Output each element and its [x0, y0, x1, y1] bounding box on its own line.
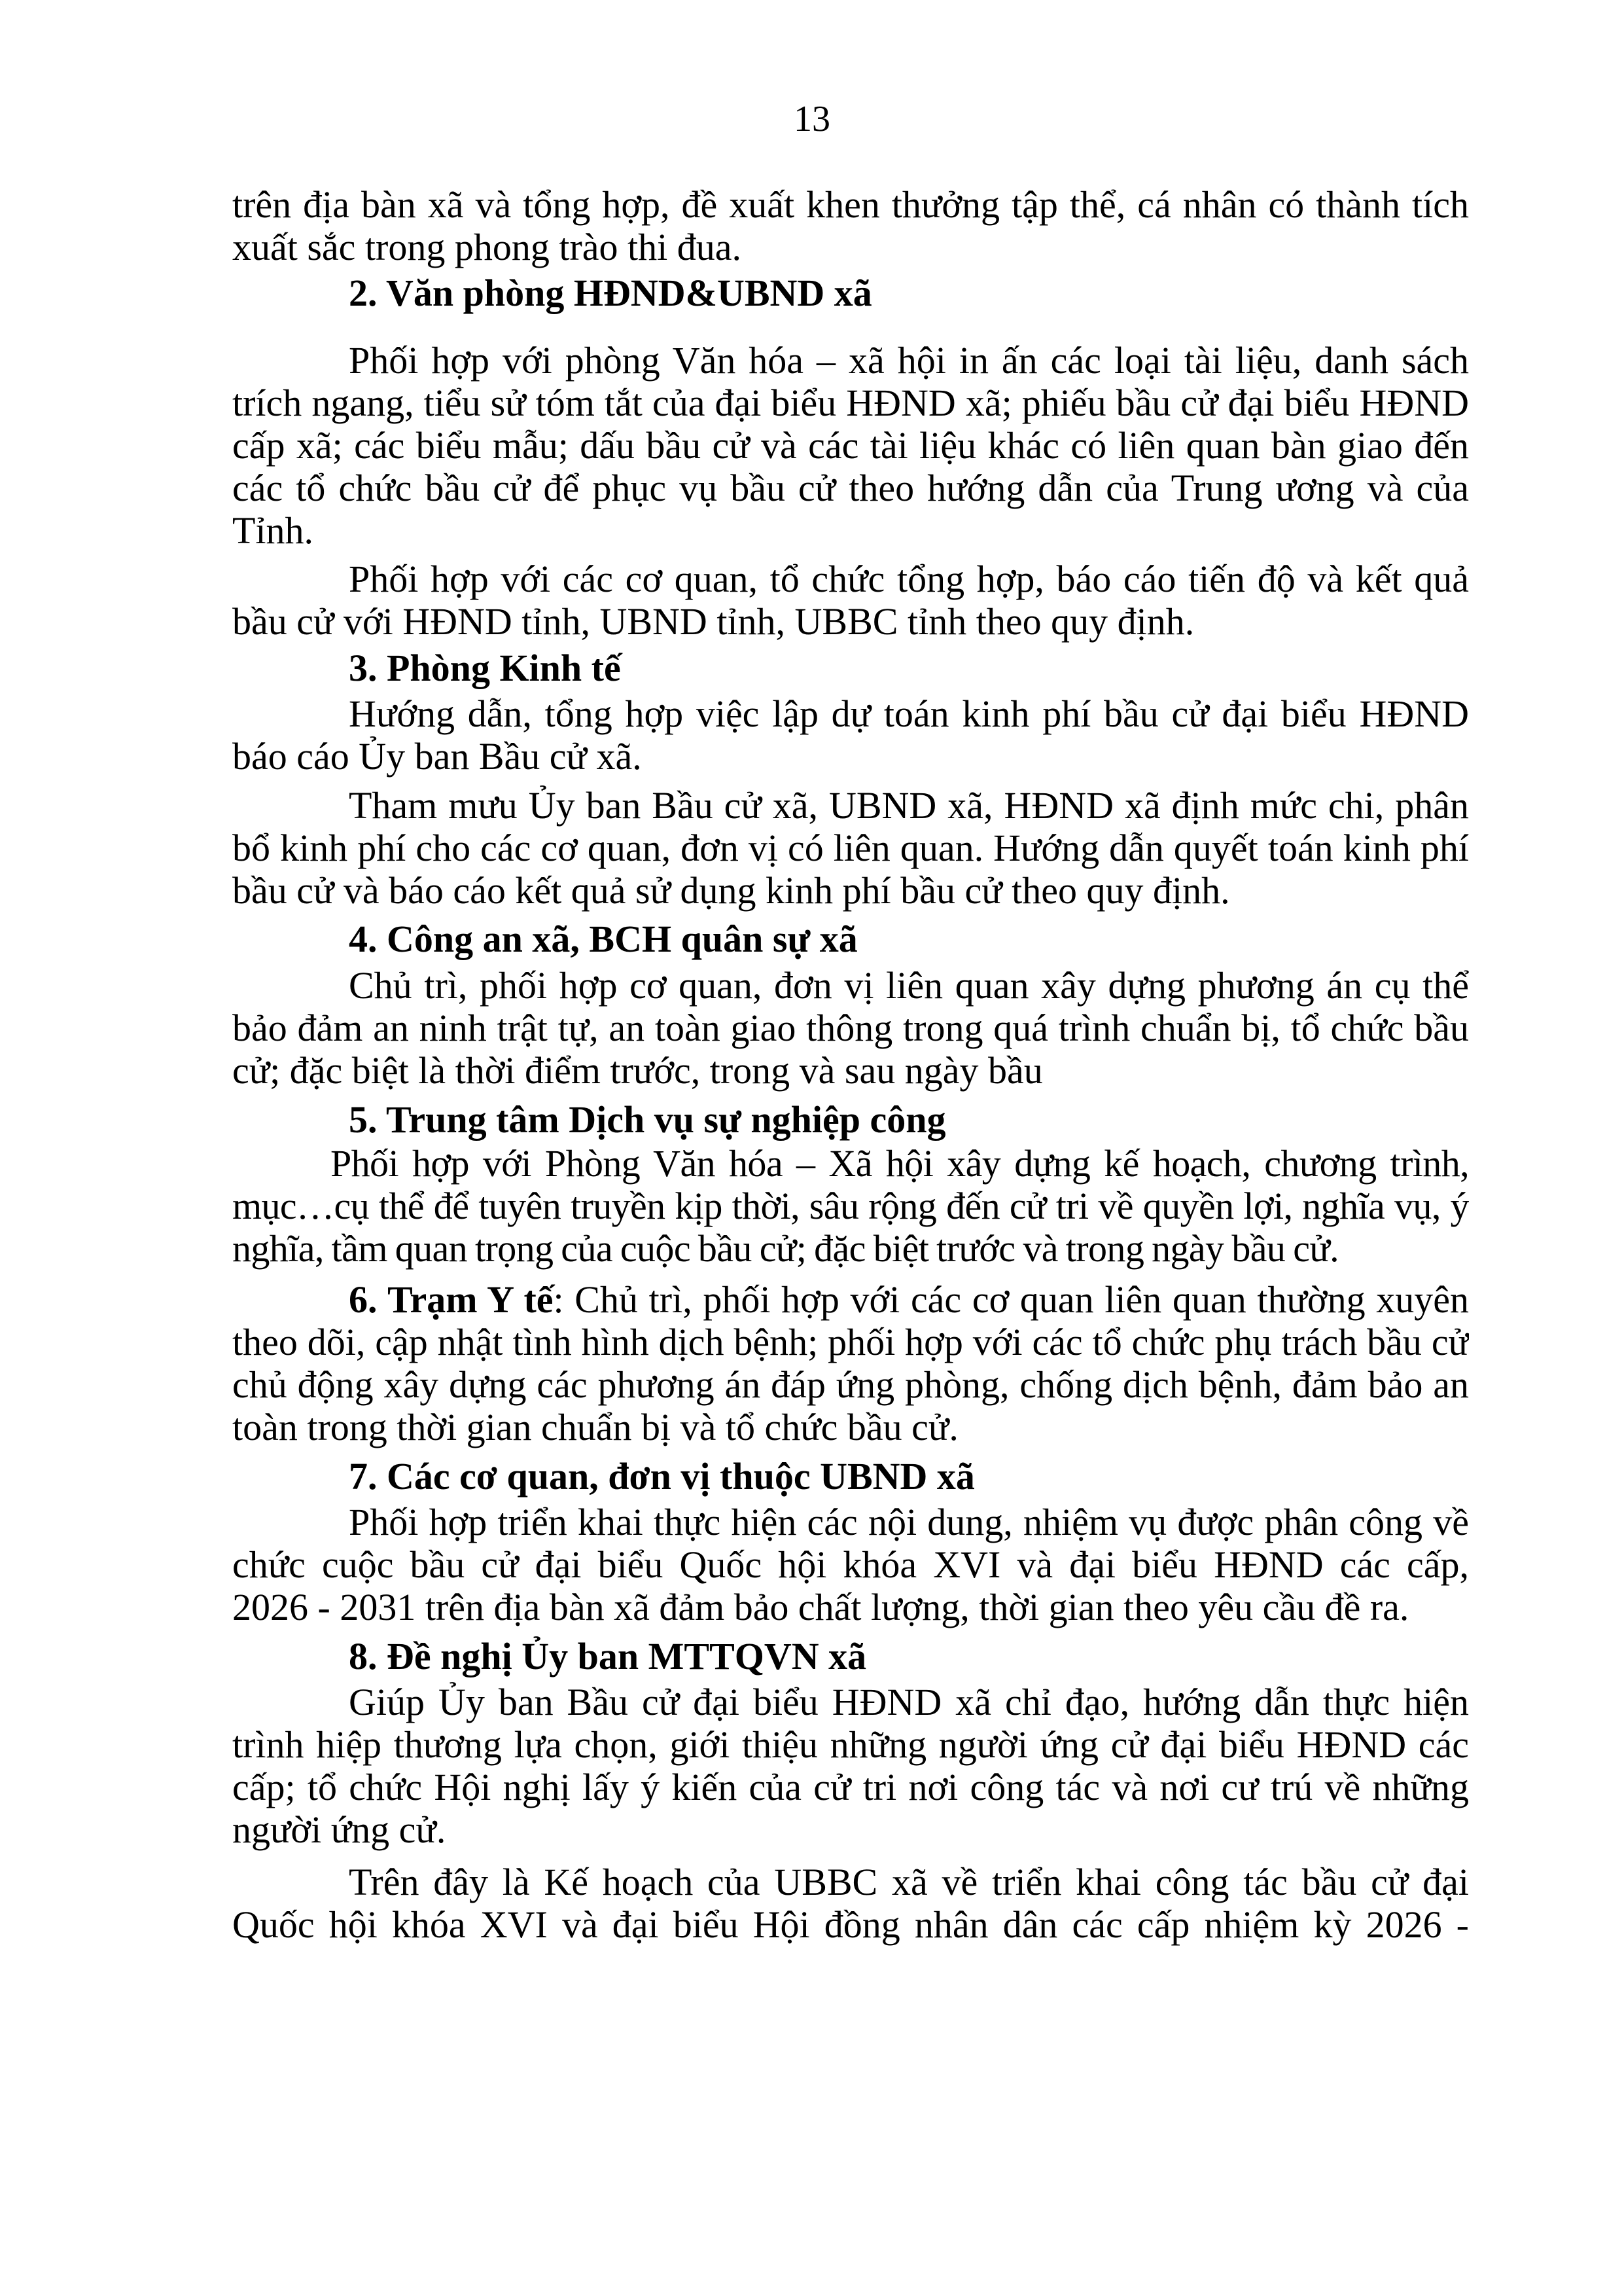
page-number: 13 [794, 99, 830, 139]
body-line: bầu cử với HĐND tỉnh, UBND tỉnh, UBBC tỉnh theo quy định. [232, 600, 1195, 643]
body-line: các tổ chức bầu cử để phục vụ bầu cử theo hướng dẫn của Trung ương và của [232, 467, 1469, 509]
body-line: trên địa bàn xã và tổng hợp, đề xuất khen thưởng tập thể, cá nhân có thành tích [232, 183, 1469, 226]
body-line: Phối hợp với phòng Văn hóa – xã hội in ấn các loại tài liệu, danh sách [349, 339, 1469, 382]
body-line: chủ động xây dựng các phương án đáp ứng phòng, chống dịch bệnh, đảm bảo an [232, 1363, 1469, 1406]
closing-line: Quốc hội khóa XVI và đại biểu Hội đồng nhân dân các cấp nhiệm kỳ 2026 - [232, 1903, 1469, 1946]
body-line: Phối hợp với các cơ quan, tổ chức tổng hợp, báo cáo tiến độ và kết quả [349, 558, 1469, 600]
section-heading-2: 2. Văn phòng HĐND&UBND xã [349, 272, 872, 314]
body-line: theo dõi, cập nhật tình hình dịch bệnh; phối hợp với các tổ chức phụ trách bầu cử [232, 1321, 1469, 1363]
body-text: : Chủ trì, phối hợp với các cơ quan liên quan thường xuyên [553, 1278, 1469, 1321]
section-heading-8: 8. Đề nghị Ủy ban MTTQVN xã [349, 1635, 867, 1677]
body-line: Phối hợp với Phòng Văn hóa – Xã hội xây dựng kế hoạch, chương trình, [330, 1142, 1469, 1185]
body-line: toàn trong thời gian chuẩn bị và tổ chức bầu cử. [232, 1406, 959, 1448]
body-line: báo cáo Ủy ban Bầu cử xã. [232, 735, 642, 778]
body-line: xuất sắc trong phong trào thi đua. [232, 226, 741, 268]
body-line: cấp; tổ chức Hội nghị lấy ý kiến của cử tri nơi công tác và nơi cư trú về những [232, 1766, 1469, 1808]
body-line: Phối hợp triển khai thực hiện các nội dung, nhiệm vụ được phân công về [349, 1501, 1469, 1543]
body-line: cấp xã; các biểu mẫu; dấu bầu cử và các tài liệu khác có liên quan bàn giao đến [232, 424, 1469, 467]
body-line: trích ngang, tiểu sử tóm tắt của đại biểu HĐND xã; phiếu bầu cử đại biểu HĐND [232, 382, 1469, 424]
body-line: Hướng dẫn, tổng hợp việc lập dự toán kinh phí bầu cử đại biểu HĐND [349, 692, 1469, 735]
section-heading-6: 6. Trạm Y tế [349, 1278, 554, 1321]
section-heading-4: 4. Công an xã, BCH quân sự xã [349, 918, 858, 960]
section-heading-3: 3. Phòng Kinh tế [349, 647, 621, 689]
body-line: cử; đặc biệt là thời điểm trước, trong và sau ngày bầu [232, 1049, 1043, 1092]
body-line: bổ kinh phí cho các cơ quan, đơn vị có liên quan. Hướng dẫn quyết toán kinh phí [232, 827, 1469, 869]
body-line: Giúp Ủy ban Bầu cử đại biểu HĐND xã chỉ đạo, hướng dẫn thực hiện [349, 1681, 1469, 1723]
body-line: chức cuộc bầu cử đại biểu Quốc hội khóa XVI và đại biểu HĐND các cấp, [232, 1543, 1469, 1586]
closing-line: Trên đây là Kế hoạch của UBBC xã về triển khai công tác bầu cử đại [349, 1861, 1469, 1903]
section-6-first-line [349, 1278, 1469, 1321]
body-line: trình hiệp thương lựa chọn, giới thiệu những người ứng cử đại biểu HĐND các [232, 1723, 1469, 1766]
body-line: Chủ trì, phối hợp cơ quan, đơn vị liên quan xây dựng phương án cụ thể [349, 964, 1469, 1007]
body-line: người ứng cử. [232, 1808, 446, 1851]
body-line: 2026 - 2031 trên địa bàn xã đảm bảo chất lượng, thời gian theo yêu cầu đề ra. [232, 1586, 1409, 1628]
body-line: mục…cụ thể để tuyên truyền kịp thời, sâu rộng đến cử tri về quyền lợi, nghĩa vụ, ý [232, 1185, 1469, 1227]
body-line: Tỉnh. [232, 509, 314, 552]
body-line: nghĩa, tầm quan trọng của cuộc bầu cử; đặc biệt trước và trong ngày bầu cử. [232, 1227, 1339, 1270]
body-line: Tham mưu Ủy ban Bầu cử xã, UBND xã, HĐND xã định mức chi, phân [349, 784, 1469, 827]
section-heading-7: 7. Các cơ quan, đơn vị thuộc UBND xã [349, 1455, 975, 1498]
section-heading-5: 5. Trung tâm Dịch vụ sự nghiệp công [349, 1098, 946, 1141]
body-line: bầu cử và báo cáo kết quả sử dụng kinh phí bầu cử theo quy định. [232, 869, 1230, 912]
body-line: bảo đảm an ninh trật tự, an toàn giao thông trong quá trình chuẩn bị, tổ chức bầu [232, 1007, 1469, 1049]
